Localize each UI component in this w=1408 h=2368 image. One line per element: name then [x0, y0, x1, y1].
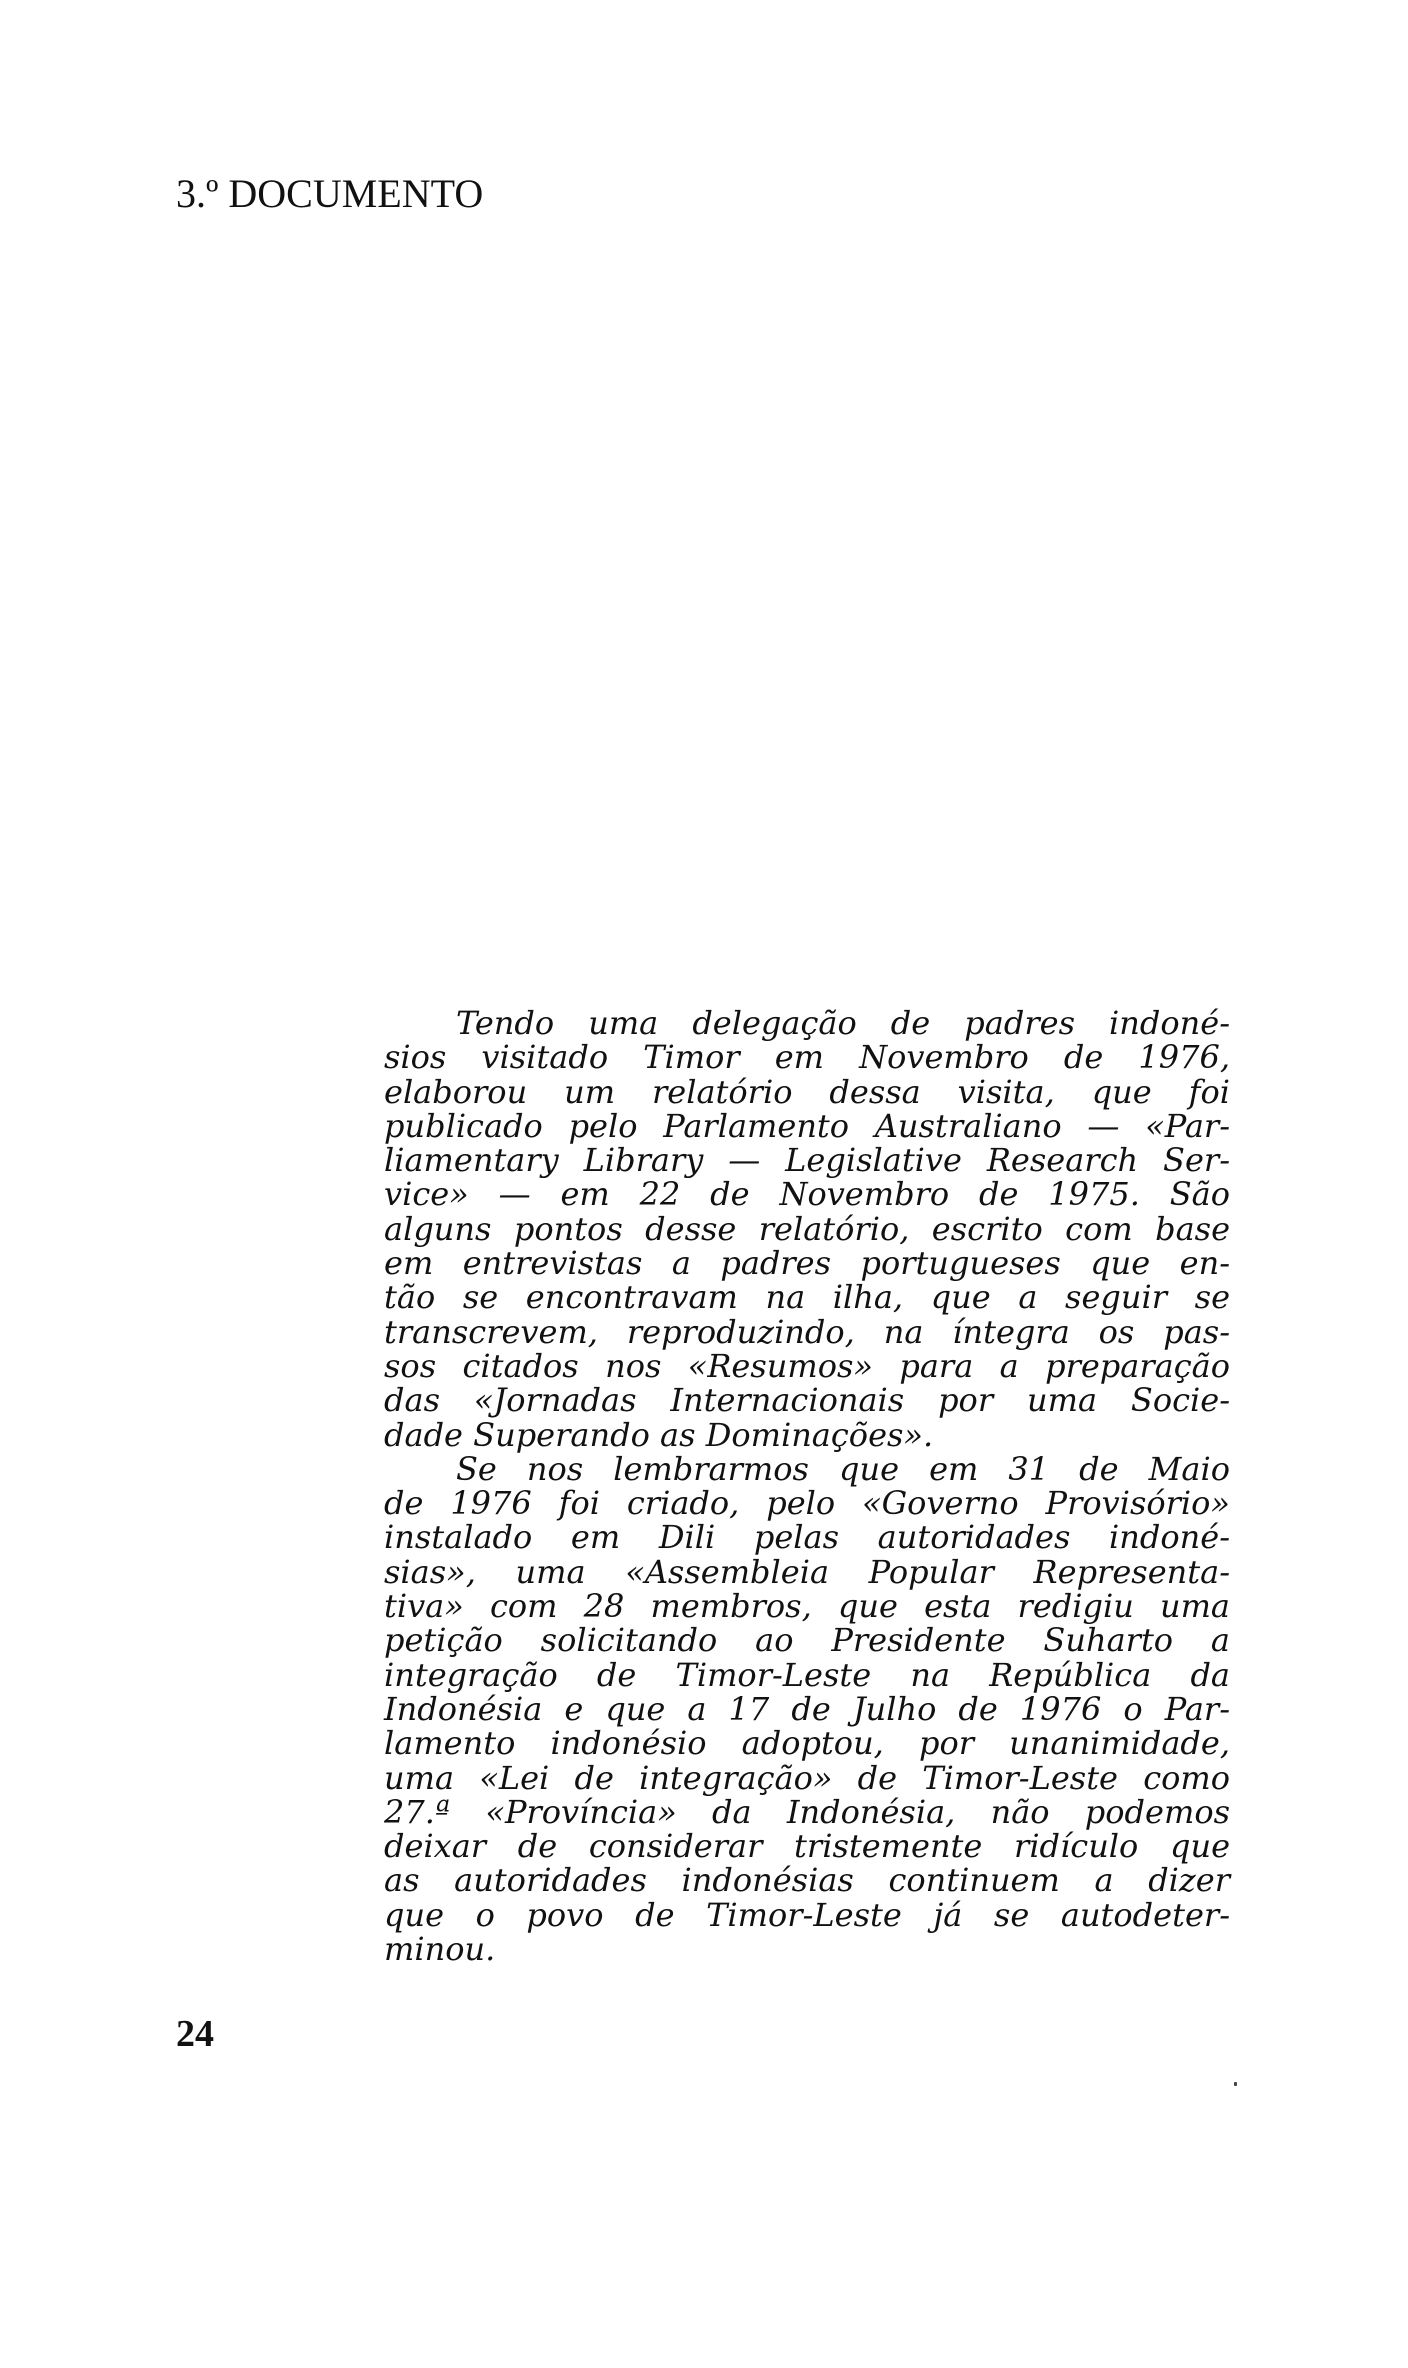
text-line: Indonésia e que a 17 de Julho de 1976 o Par- — [384, 1689, 1230, 1728]
text-line: minou. — [384, 1930, 496, 1969]
body-text — [384, 1004, 1230, 1969]
document-heading: 3.º DOCUMENTO — [176, 171, 484, 216]
text-line: sias», uma «Assembleia Popular Representa- — [384, 1552, 1230, 1591]
text-line: elaborou um relatório dessa visita, que foi — [384, 1072, 1230, 1111]
text-line: sos citados nos «Resumos» para a preparação — [384, 1346, 1230, 1385]
scan-speck — [1234, 2082, 1237, 2086]
text-line: lamento indonésio adoptou, por unanimidade, — [384, 1724, 1230, 1763]
text-line: dade Superando as Dominações». — [384, 1415, 934, 1454]
text-line: instalado em Dili pelas autoridades indoné- — [384, 1518, 1230, 1557]
text-line: alguns pontos desse relatório, escrito com base — [384, 1209, 1230, 1248]
paragraph-2 — [384, 1449, 1230, 1969]
text-line: sios visitado Timor em Novembro de 1976, — [384, 1038, 1230, 1077]
text-line: transcrevem, reproduzindo, na íntegra os pas- — [384, 1312, 1230, 1351]
text-line: de 1976 foi criado, pelo «Governo Provisório» — [384, 1484, 1230, 1523]
text-line: Se nos lembrarmos que em 31 de Maio — [456, 1449, 1230, 1488]
text-line: 27.ª «Província» da Indonésia, não podemos — [384, 1792, 1230, 1831]
text-line: integração de Timor-Leste na República da — [384, 1655, 1230, 1694]
text-line: deixar de considerar tristemente ridículo que — [384, 1827, 1230, 1866]
text-line: em entrevistas a padres portugueses que en- — [384, 1244, 1230, 1283]
page-number: 24 — [176, 2013, 214, 2055]
paragraph-1 — [384, 1006, 1230, 1452]
text-line: uma «Lei de integração» de Timor-Leste como — [384, 1758, 1230, 1797]
text-line: Tendo uma delegação de padres indoné- — [456, 1004, 1230, 1042]
text-line: tão se encontravam na ilha, que a seguir se — [384, 1278, 1230, 1317]
text-line: liamentary Library — Legislative Research Ser- — [384, 1141, 1230, 1180]
text-line: as autoridades indonésias continuem a dizer — [384, 1861, 1230, 1900]
text-line: tiva» com 28 membros, que esta redigiu uma — [384, 1587, 1230, 1626]
text-line: publicado pelo Parlamento Australiano — «Par- — [384, 1106, 1230, 1145]
text-line: vice» — em 22 de Novembro de 1975. São — [384, 1175, 1230, 1214]
text-line: das «Jornadas Internacionais por uma Socie- — [384, 1381, 1230, 1420]
text-line: petição solicitando ao Presidente Suharto a — [384, 1621, 1230, 1660]
text-line: que o povo de Timor-Leste já se autodeter- — [384, 1895, 1230, 1934]
